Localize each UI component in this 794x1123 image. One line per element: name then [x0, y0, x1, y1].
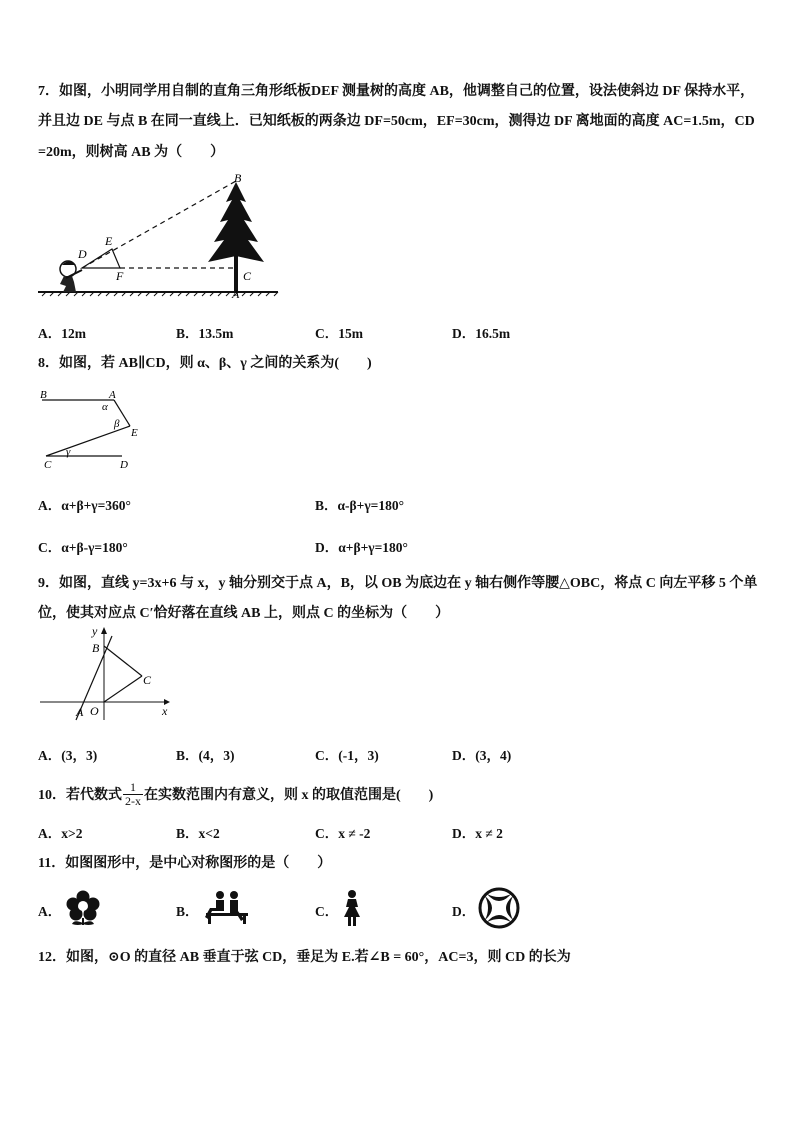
person-icon: [60, 261, 82, 292]
segment-bc: [104, 646, 142, 676]
q7-option-d[interactable]: D．16.5m: [452, 326, 511, 341]
q8-option-d[interactable]: D．α+β+γ=180°: [315, 540, 408, 555]
q9-option-d[interactable]: D．(3，4): [452, 748, 512, 763]
q10-fraction-denominator: 2-x: [125, 793, 141, 808]
q7-option-b[interactable]: B．13.5m: [176, 326, 234, 341]
q8-option-a[interactable]: A．α+β+γ=360°: [38, 498, 131, 513]
q7-line2: 并且边 DE 与点 B 在同一直线上．已知纸板的两条边 DF=50cm，EF=30cm，测得边 DF 离地面的高度 AC=1.5m，CD: [38, 114, 755, 129]
q9-line2: 位，使其对应点 C′恰好落在直线 AB 上，则点 C 的坐标为（ ）: [38, 606, 450, 621]
q10-suffix: 在实数范围内有意义，则 x 的取值范围是( ): [144, 788, 434, 803]
label-c: C: [243, 269, 252, 283]
y-axis-arrow: [101, 627, 107, 634]
people-bench-icon[interactable]: [202, 889, 252, 925]
tree-icon: [208, 182, 264, 292]
label-y: y: [92, 624, 98, 638]
label-e: E: [105, 234, 113, 248]
q7-option-a[interactable]: A．12m: [38, 326, 86, 341]
q11-option-d[interactable]: D．: [452, 904, 476, 919]
triangle-def: [82, 249, 120, 268]
label-c: C: [143, 673, 152, 687]
q9-option-c[interactable]: C．(-1，3): [315, 748, 379, 763]
q7-option-c[interactable]: C．15m: [315, 326, 363, 341]
label-b: B: [234, 171, 242, 185]
q9-figure: [36, 622, 176, 722]
q9-option-a[interactable]: A．(3，3): [38, 748, 98, 763]
label-a: A: [76, 705, 84, 719]
label-e: E: [131, 427, 138, 439]
label-f: F: [116, 269, 124, 283]
q8-stem: 8．如图，若 AB∥CD，则 α、β、γ 之间的关系为( ): [38, 356, 372, 371]
q10-fraction-numerator: 1: [123, 781, 143, 795]
q9-line1: 9．如图，直线 y=3x+6 与 x，y 轴分别交于点 A，B，以 OB 为底边在 y 轴右侧作等腰△OBC，将点 C 向左平移 5 个单: [38, 576, 758, 591]
q11-option-a[interactable]: A．: [38, 904, 62, 919]
q8-figure: [36, 384, 146, 474]
circle-x-icon[interactable]: [478, 887, 520, 929]
label-o: O: [90, 704, 99, 718]
woman-icon[interactable]: [340, 889, 364, 927]
q8-option-c[interactable]: C．α+β-γ=180°: [38, 540, 128, 555]
q10-stem: [38, 776, 433, 812]
line-ec: [46, 426, 130, 456]
q8-option-b[interactable]: B．α-β+γ=180°: [315, 498, 404, 513]
q10-option-b[interactable]: B．x<2: [176, 826, 220, 841]
segment-oc: [104, 676, 142, 702]
flower-icon[interactable]: [64, 889, 102, 927]
q11-option-c[interactable]: C．: [315, 904, 339, 919]
q10-prefix: 10．若代数式: [38, 788, 122, 803]
q7-line1: 7．如图，小明同学用自制的直角三角形纸板DEF 测量树的高度 AB，他调整自己的位置，设法使斜边 DF 保持水平，: [38, 84, 755, 99]
sight-line-db: [82, 181, 236, 268]
q7-figure: [36, 170, 286, 298]
q10-option-a[interactable]: A．x>2: [38, 826, 83, 841]
label-x: x: [162, 704, 168, 718]
label-gamma: γ: [66, 446, 71, 458]
label-b: B: [92, 641, 100, 655]
label-alpha: α: [102, 401, 108, 413]
label-d: D: [120, 459, 128, 471]
q10-fraction: [123, 781, 143, 808]
q12-stem: 12．如图，⊙O 的直径 AB 垂直于弦 CD，垂足为 E.若∠B = 60°，AC=3，则 CD 的长为: [38, 950, 571, 965]
q9-option-b[interactable]: B．(4，3): [176, 748, 235, 763]
q7-line3: =20m，则树高 AB 为（ ）: [38, 145, 225, 160]
label-beta: β: [114, 418, 120, 430]
label-a: A: [232, 287, 240, 298]
q11-option-b[interactable]: B．: [176, 904, 199, 919]
label-a: A: [109, 389, 116, 401]
q11-stem: 11．如图图形中，是中心对称图形的是（ ）: [38, 856, 332, 871]
label-b: B: [40, 389, 47, 401]
q10-option-d[interactable]: D．x ≠ 2: [452, 826, 503, 841]
q10-option-c[interactable]: C．x ≠ -2: [315, 826, 371, 841]
label-c: C: [44, 459, 52, 471]
label-d: D: [78, 247, 87, 261]
